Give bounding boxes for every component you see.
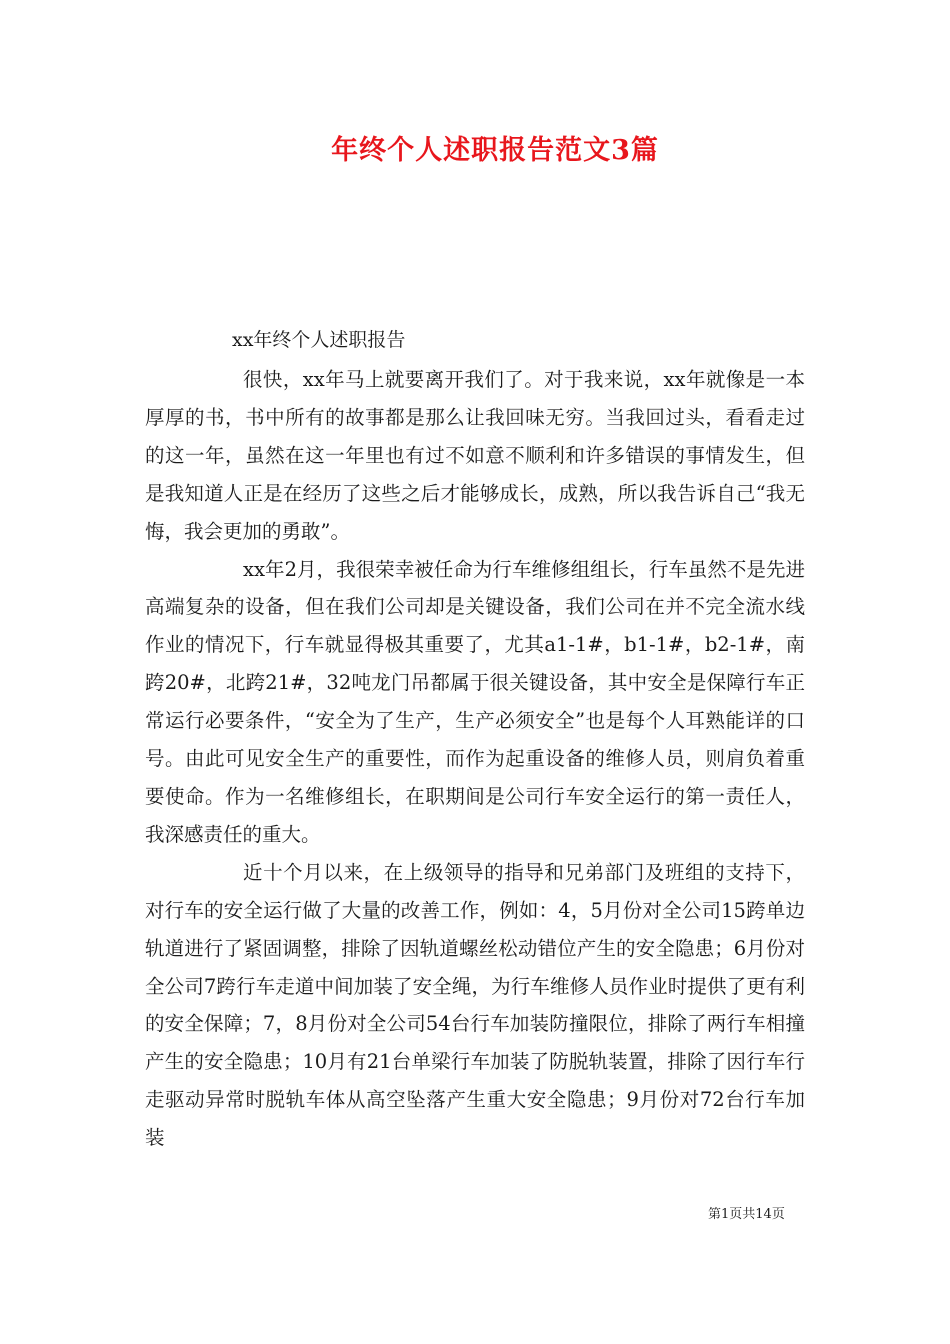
paragraph-1: 很快，xx年马上就要离开我们了。对于我来说，xx年就像是一本厚厚的书，书中所有的故事都是那么让我回味无穷。当我回过头，看看走过的这一年，虽然在这一年里也有过不如意不顺利和许多错误的事情发生，但是我知道人正是在经历了这些之后才能够成长，成熟，所以我告诉自己“我无悔，我会更加的勇敢”。 — [145, 368, 805, 543]
section-subtitle: xx年终个人述职报告 — [232, 329, 406, 351]
document-title: 年终个人述职报告范文3篇 — [331, 135, 659, 166]
paragraph-3: 近十个月以来，在上级领导的指导和兄弟部门及班组的支持下，对行车的安全运行做了大量的改善工作，例如：4，5月份对全公司15跨单边轨道进行了紧固调整，排除了因轨道螺丝松动错位产生的安全隐患；6月份对全公司7跨行车走道中间加装了安全绳，为行车维修人员作业时提供了更有利的安全保障；7，8月份对全公司54台行车加装防撞限位，排除了两行车相撞产生的安全隐患；10月有21台单梁行车加装了防脱轨装置，排除了因行车行走驱动异常时脱轨车体从高空坠落产生重大安全隐患；9月份对72台行车加装 — [145, 860, 805, 1150]
page-footer: 第1页共14页 — [708, 1207, 785, 1222]
document-body — [145, 361, 805, 1157]
paragraph-2: xx年2月，我很荣幸被任命为行车维修组组长，行车虽然不是先进高端复杂的设备，但在我们公司却是关键设备，我们公司在并不完全流水线作业的情况下，行车就显得极其重要了，尤其a1-1#，b1-1#，b2-1#，南跨20#，北跨21#，32吨龙门吊都属于很关键设备，其中安全是保障行车正常运行必要条件，“安全为了生产，生产必须安全”也是每个人耳熟能详的口号。由此可见安全生产的重要性，而作为起重设备的维修人员，则肩负着重要使命。作为一名维修组长，在职期间是公司行车安全运行的第一责任人，我深感责任的重大。 — [145, 557, 805, 846]
